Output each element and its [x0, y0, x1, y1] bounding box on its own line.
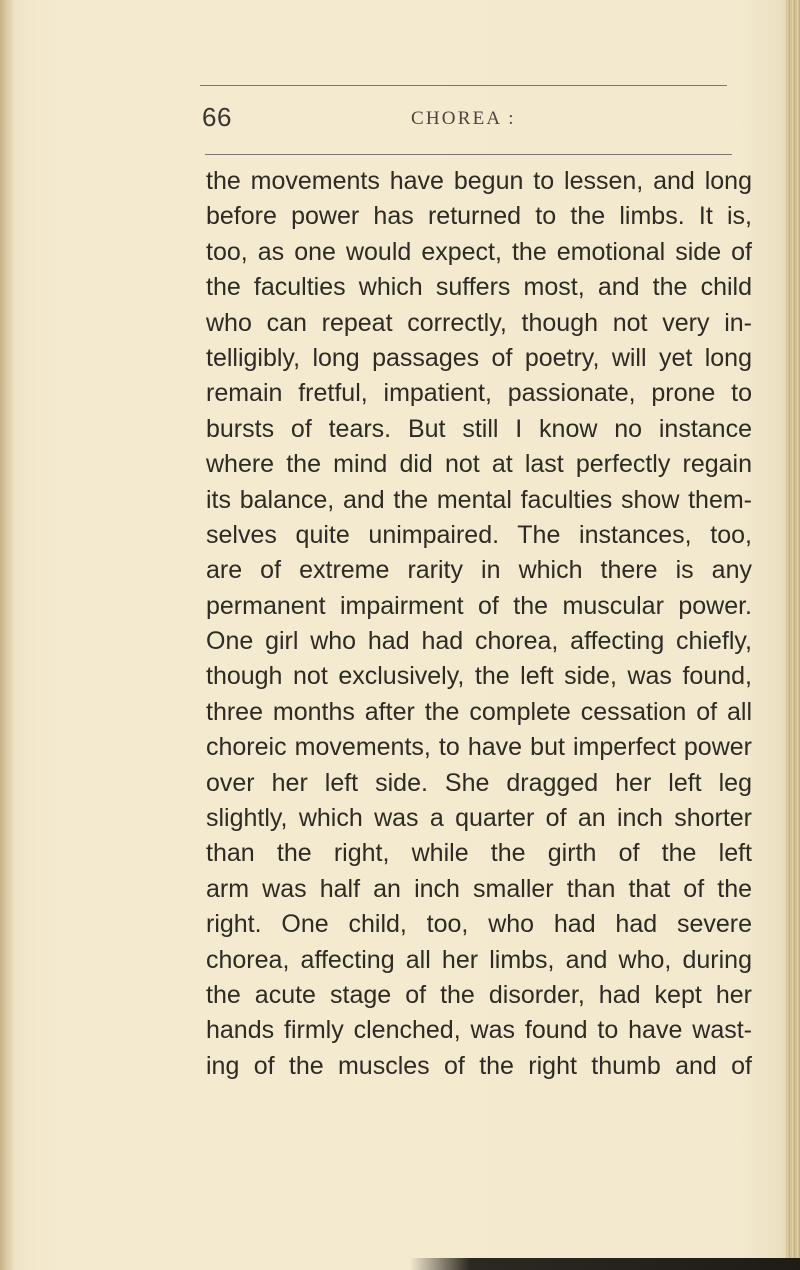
binding-shadow [0, 0, 14, 1270]
text-line: its balance, and the mental faculties show them- [206, 485, 752, 514]
running-head: CHOREA : [411, 108, 516, 129]
text-line: than the right, while the girth of the left [206, 839, 752, 868]
text-line: right. One child, too, who had had severe [206, 910, 752, 939]
text-line: telligibly, long passages of poetry, will yet long [206, 343, 752, 372]
text-line: ing of the muscles of the right thumb and of [206, 1051, 752, 1080]
text-line: One girl who had had chorea, affecting chiefly, [206, 627, 752, 656]
text-line: too, as one would expect, the emotional side of [206, 237, 752, 266]
text-line: are of extreme rarity in which there is any [206, 556, 752, 585]
header-rule-bottom [205, 154, 732, 155]
text-line: selves quite unimpaired. The instances, too, [206, 520, 752, 549]
text-line: chorea, affecting all her limbs, and who, during [206, 945, 752, 974]
body-text [206, 164, 752, 1084]
text-line: over her left side. She dragged her left leg [206, 768, 752, 797]
page-number: 66 [202, 102, 232, 132]
text-line: choreic movements, to have but imperfect power [206, 733, 752, 762]
text-line: before power has returned to the limbs. It is, [206, 202, 752, 231]
text-line: the acute stage of the disorder, had kept her [206, 980, 752, 1009]
text-line: slightly, which was a quarter of an inch shorter [206, 804, 752, 833]
bottom-shadow [410, 1258, 800, 1270]
text-line: the movements have begun to lessen, and long [206, 167, 752, 195]
text-line: three months after the complete cessation of all [206, 697, 752, 726]
text-line: the faculties which suffers most, and the child [206, 273, 752, 302]
text-line: who can repeat correctly, though not very in- [206, 308, 752, 337]
text-line: bursts of tears. But still I know no instance [206, 414, 752, 443]
text-line: remain fretful, impatient, passionate, prone to [206, 379, 752, 408]
header-rule-top [200, 85, 727, 86]
text-line: permanent impairment of the muscular power. [206, 591, 752, 620]
text-line: arm was half an inch smaller than that of the [206, 874, 752, 903]
text-line: though not exclusively, the left side, was found, [206, 662, 752, 691]
page-edge [786, 0, 800, 1270]
text-line: hands firmly clenched, was found to have wast- [206, 1016, 752, 1045]
text-line: where the mind did not at last perfectly regain [206, 450, 752, 479]
